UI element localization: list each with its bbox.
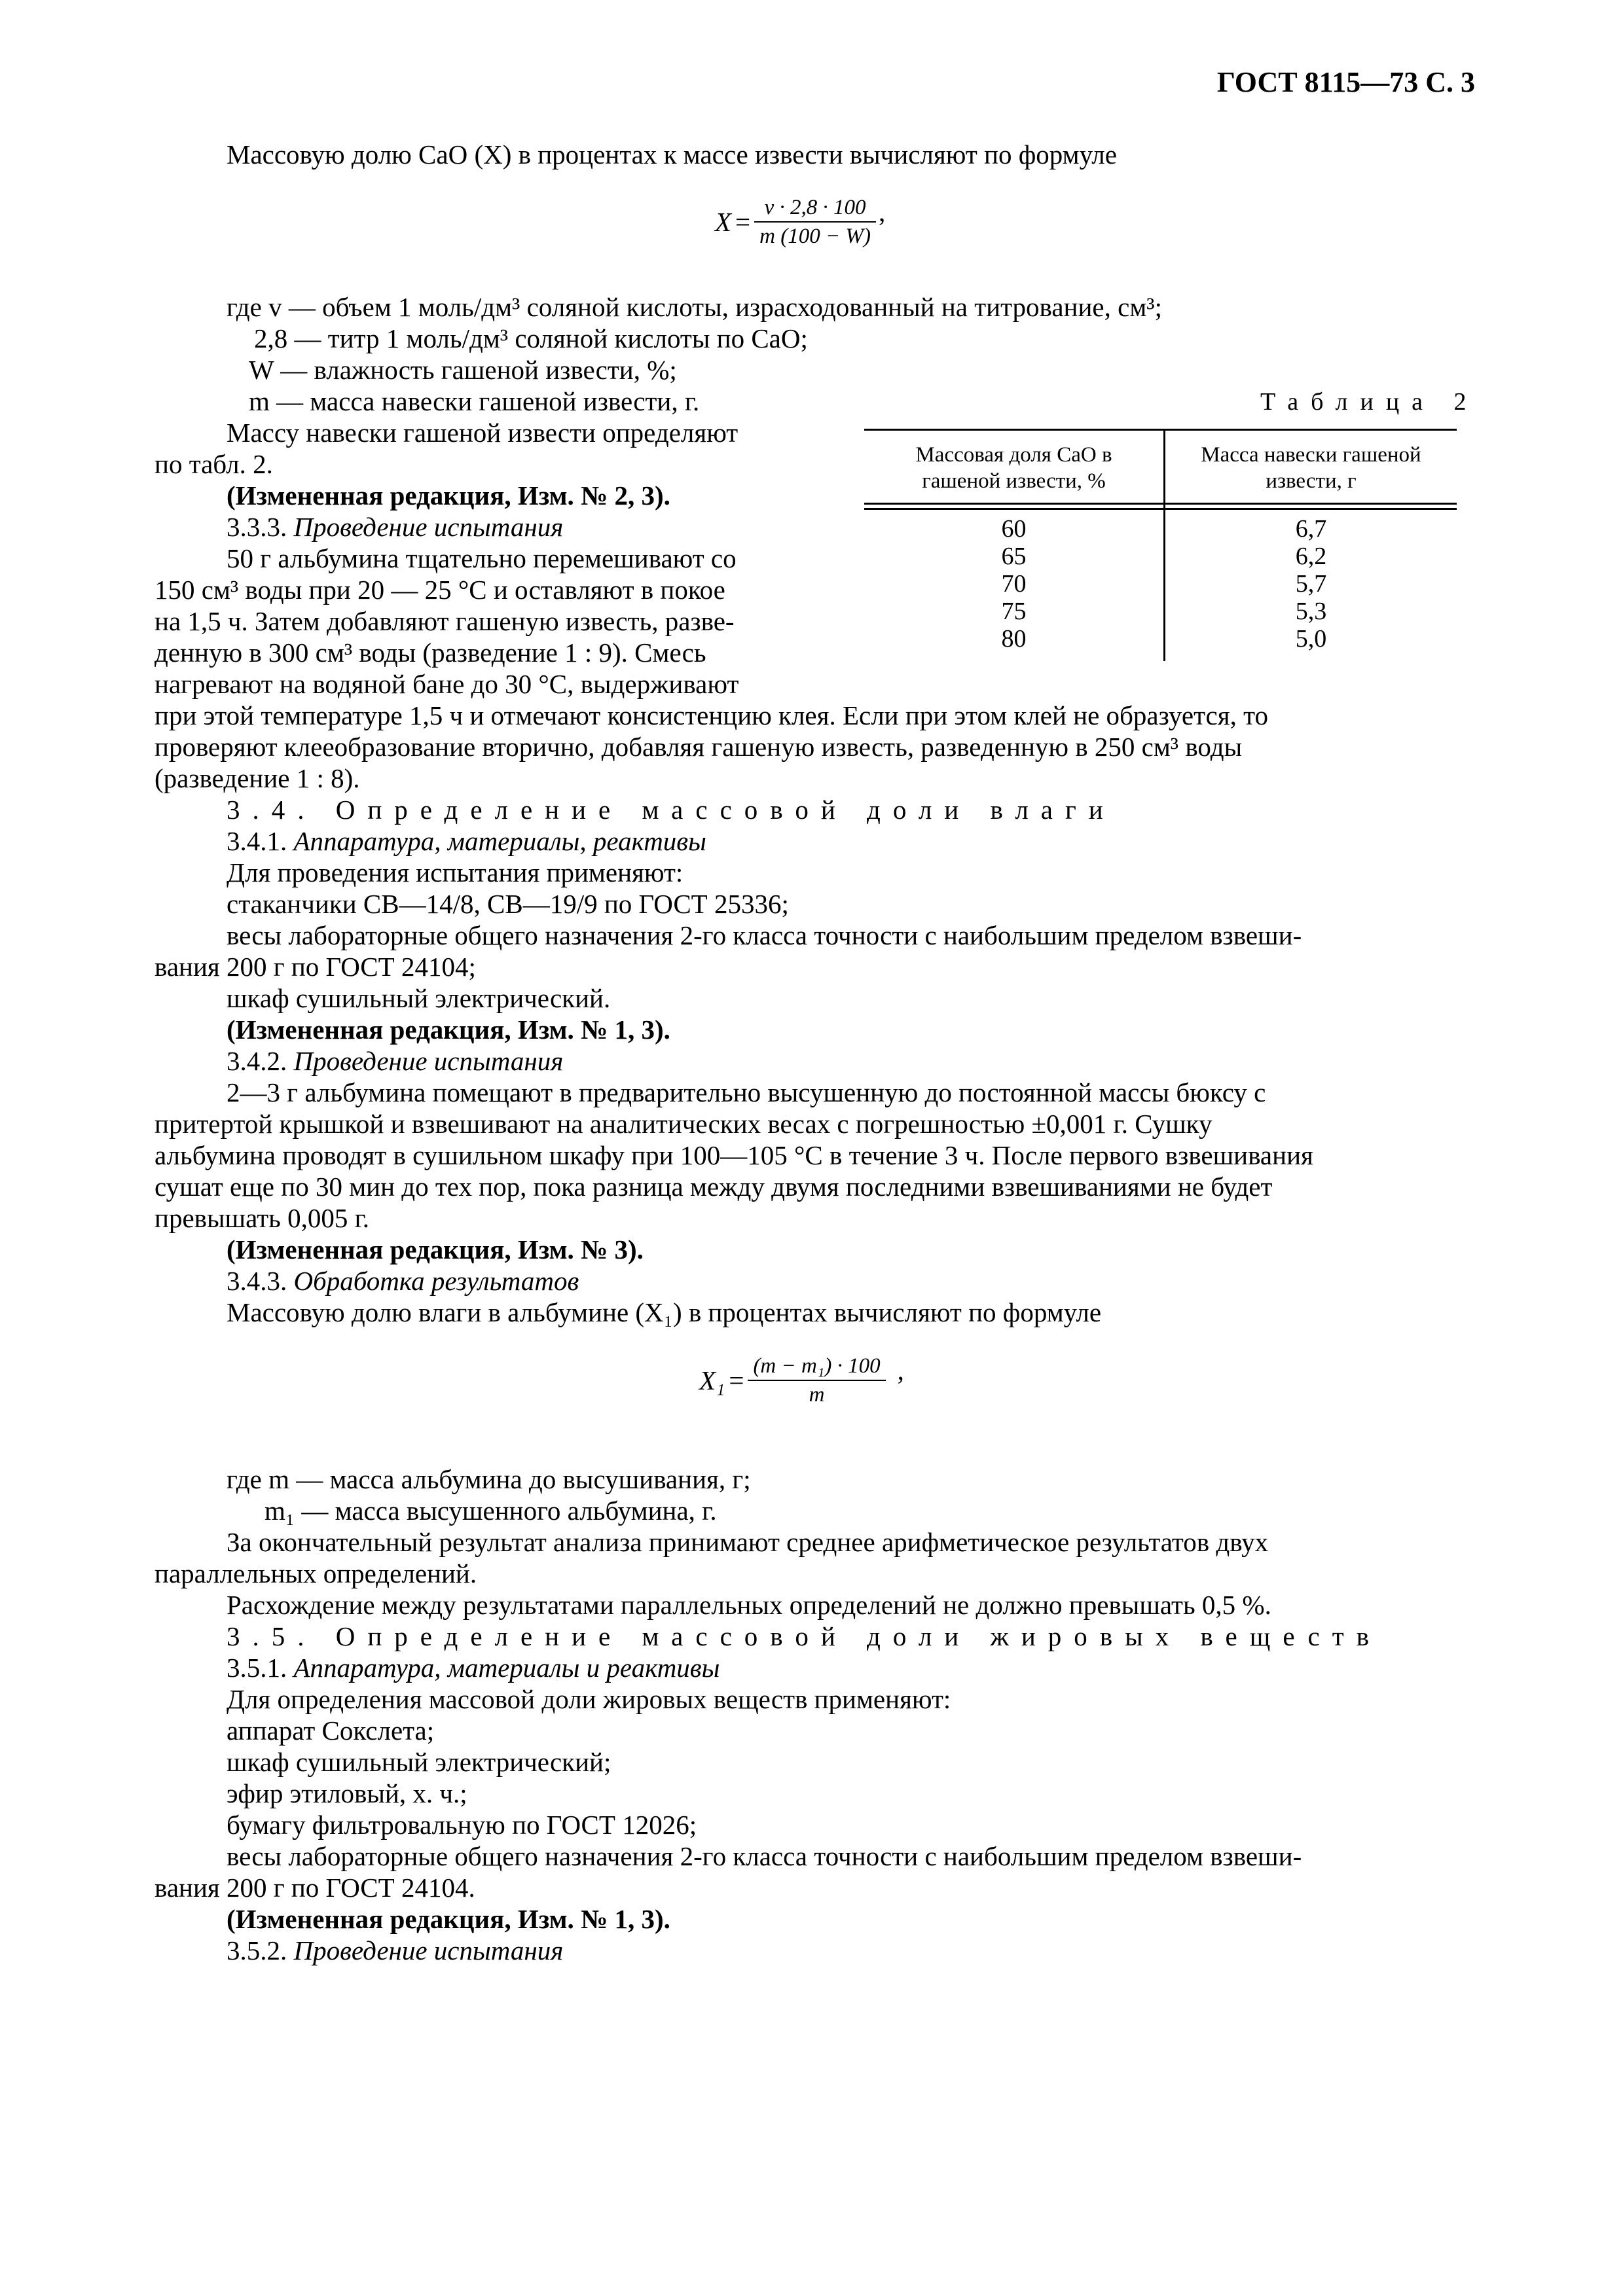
formula-moisture: [699, 1352, 904, 1408]
formula-denominator: m: [809, 1383, 825, 1407]
text-line: на 1,5 ч. Затем добавляют гашеную известь, разве-: [155, 606, 735, 636]
text-line: нагревают на водяной бане до 30 °С, выдерживают: [155, 669, 739, 699]
section-heading-352: 3.5.2. Проведение испытания: [227, 1935, 564, 1965]
text-line: аппарат Сокслета;: [227, 1715, 435, 1746]
text-line: За окончательный результат анализа принимают среднее арифметическое результатов двух: [227, 1527, 1269, 1557]
formula-cao: [715, 194, 885, 250]
section-heading-34: 3.4. Определение массовой доли влаги: [227, 795, 1116, 825]
table-cell: 75: [1001, 598, 1027, 625]
amendment-note: (Измененная редакция, Изм. № 1, 3).: [227, 1904, 670, 1934]
text-line: (разведение 1 : 8).: [155, 763, 360, 793]
text-line: весы лабораторные общего назначения 2-го класса точности с наибольшим пределом взвеши-: [227, 1841, 1302, 1871]
text-line: вания 200 г по ГОСТ 24104;: [155, 952, 476, 982]
text-line: при этой температуре 1,5 ч и отмечают консистенцию клея. Если при этом клей не образуется, то: [155, 700, 1268, 730]
formula-denominator: m (100 − W): [759, 224, 871, 248]
table-caption: Таблица 2: [1260, 388, 1479, 416]
table-cell: 65: [1001, 543, 1027, 570]
formula-equals: =: [729, 1365, 744, 1395]
formula-comma: ,: [897, 1355, 904, 1386]
amendment-note: (Измененная редакция, Изм. № 2, 3).: [227, 480, 670, 511]
section-heading-35: 3.5. Определение массовой доли жировых веществ: [227, 1621, 1382, 1651]
where-m: m — масса навески гашеной извести, г.: [249, 386, 700, 416]
cao-formula-intro: Массовую долю CaO (X) в процентах к массе извести вычисляют по формуле: [227, 139, 1117, 170]
text-line: параллельных определений.: [155, 1558, 477, 1588]
table-cell: 80: [1001, 625, 1027, 653]
text-line: превышать 0,005 г.: [155, 1203, 370, 1233]
formula-fraction: [754, 194, 876, 250]
formula-lhs: X₁: [699, 1365, 725, 1395]
amendment-note: (Измененная редакция, Изм. № 3).: [227, 1234, 644, 1265]
amendment-note: (Измененная редакция, Изм. № 1, 3).: [227, 1014, 670, 1045]
table-header-cao: Массовая доля CaO в гашеной извести, %: [915, 443, 1112, 493]
formula-numerator: v · 2,8 · 100: [764, 196, 866, 219]
table-header-mass: Масса навески гашеной извести, г: [1201, 443, 1421, 493]
section-heading-343: 3.4.3. Обработка результатов: [227, 1266, 579, 1296]
formula-comma: ,: [879, 197, 886, 227]
table-cell: 5,7: [1295, 570, 1327, 598]
text-line: шкаф сушильный электрический.: [227, 983, 611, 1013]
text-line: вания 200 г по ГОСТ 24104.: [155, 1873, 475, 1903]
text-line: по табл. 2.: [155, 449, 273, 479]
section-heading-341: 3.4.1. Аппаратура, материалы, реактивы: [227, 826, 706, 856]
where-m: где m — масса альбумина до высушивания, г;: [227, 1464, 751, 1494]
text-line: стаканчики СВ—14/8, СВ—19/9 по ГОСТ 25336;: [227, 889, 789, 919]
formula-lhs: X: [715, 207, 732, 237]
running-header: ГОСТ 8115—73 С. 3: [1216, 66, 1475, 98]
text-line: Расхождение между результатами параллельных определений не должно превышать 0,5 %.: [227, 1590, 1271, 1620]
text-line: шкаф сушильный электрический;: [227, 1747, 611, 1777]
text-line: альбумина проводят в сушильном шкафу при 100—105 °С в течение 3 ч. После первого взвешивания: [155, 1140, 1313, 1170]
text-line: Массу навески гашеной извести определяют: [227, 418, 739, 448]
table-cell: 60: [1001, 515, 1027, 543]
text-line: 150 см³ воды при 20 — 25 °С и оставляют в покое: [155, 575, 725, 605]
table-cell: 5,0: [1295, 625, 1327, 653]
text-line: Для проведения испытания применяют:: [227, 857, 684, 888]
text-line: весы лабораторные общего назначения 2-го класса точности с наибольшим пределом взвеши-: [227, 920, 1302, 950]
text-line: эфир этиловый, х. ч.;: [227, 1778, 467, 1808]
formula-fraction: [748, 1352, 885, 1408]
section-heading-333: 3.3.3. Проведение испытания: [227, 512, 564, 542]
text-line: 2—3 г альбумина помещают в предварительно высушенную до постоянной массы бюксу с: [227, 1077, 1266, 1107]
formula-equals: =: [735, 207, 751, 237]
section-heading-342: 3.4.2. Проведение испытания: [227, 1046, 564, 1076]
table-cell: 6,7: [1295, 515, 1327, 543]
text-line: бумагу фильтровальную по ГОСТ 12026;: [227, 1810, 697, 1840]
section-heading-351: 3.5.1. Аппаратура, материалы и реактивы: [227, 1653, 720, 1683]
text-line: сушат еще по 30 мин до тех пор, пока разница между двумя последними взвешиваниями не будет: [155, 1172, 1273, 1202]
table-col-cao: [864, 515, 1163, 653]
where-titr: 2,8 — титр 1 моль/дм³ соляной кислоты по CaO;: [254, 323, 808, 353]
moisture-formula-intro: Массовую долю влаги в альбумине (X₁) в процентах вычисляют по формуле: [227, 1297, 1102, 1327]
formula-numerator: (m − m₁) · 100: [753, 1354, 881, 1378]
table-cell: 70: [1001, 570, 1027, 598]
text-line: денную в 300 см³ воды (разведение 1 : 9). Смесь: [155, 637, 706, 668]
where-v: где v — объем 1 моль/дм³ соляной кислоты, израсходованный на титрование, см³;: [227, 292, 1162, 322]
table-cell: 6,2: [1295, 543, 1327, 570]
text-line: 50 г альбумина тщательно перемешивают со: [227, 543, 737, 573]
where-w: W — влажность гашеной извести, %;: [249, 355, 677, 385]
text-line: притертой крышкой и взвешивают на аналитических весах с погрешностью ±0,001 г. Сушку: [155, 1109, 1213, 1139]
where-m1: m₁ — масса высушенного альбумина, г.: [264, 1496, 717, 1526]
text-line: проверяют клееобразование вторично, добавляя гашеную известь, разведенную в 250 см³ воды: [155, 732, 1243, 762]
table-col-mass: [1165, 515, 1457, 653]
table-cell: 5,3: [1295, 598, 1327, 625]
text-line: Для определения массовой доли жировых веществ применяют:: [227, 1684, 951, 1714]
